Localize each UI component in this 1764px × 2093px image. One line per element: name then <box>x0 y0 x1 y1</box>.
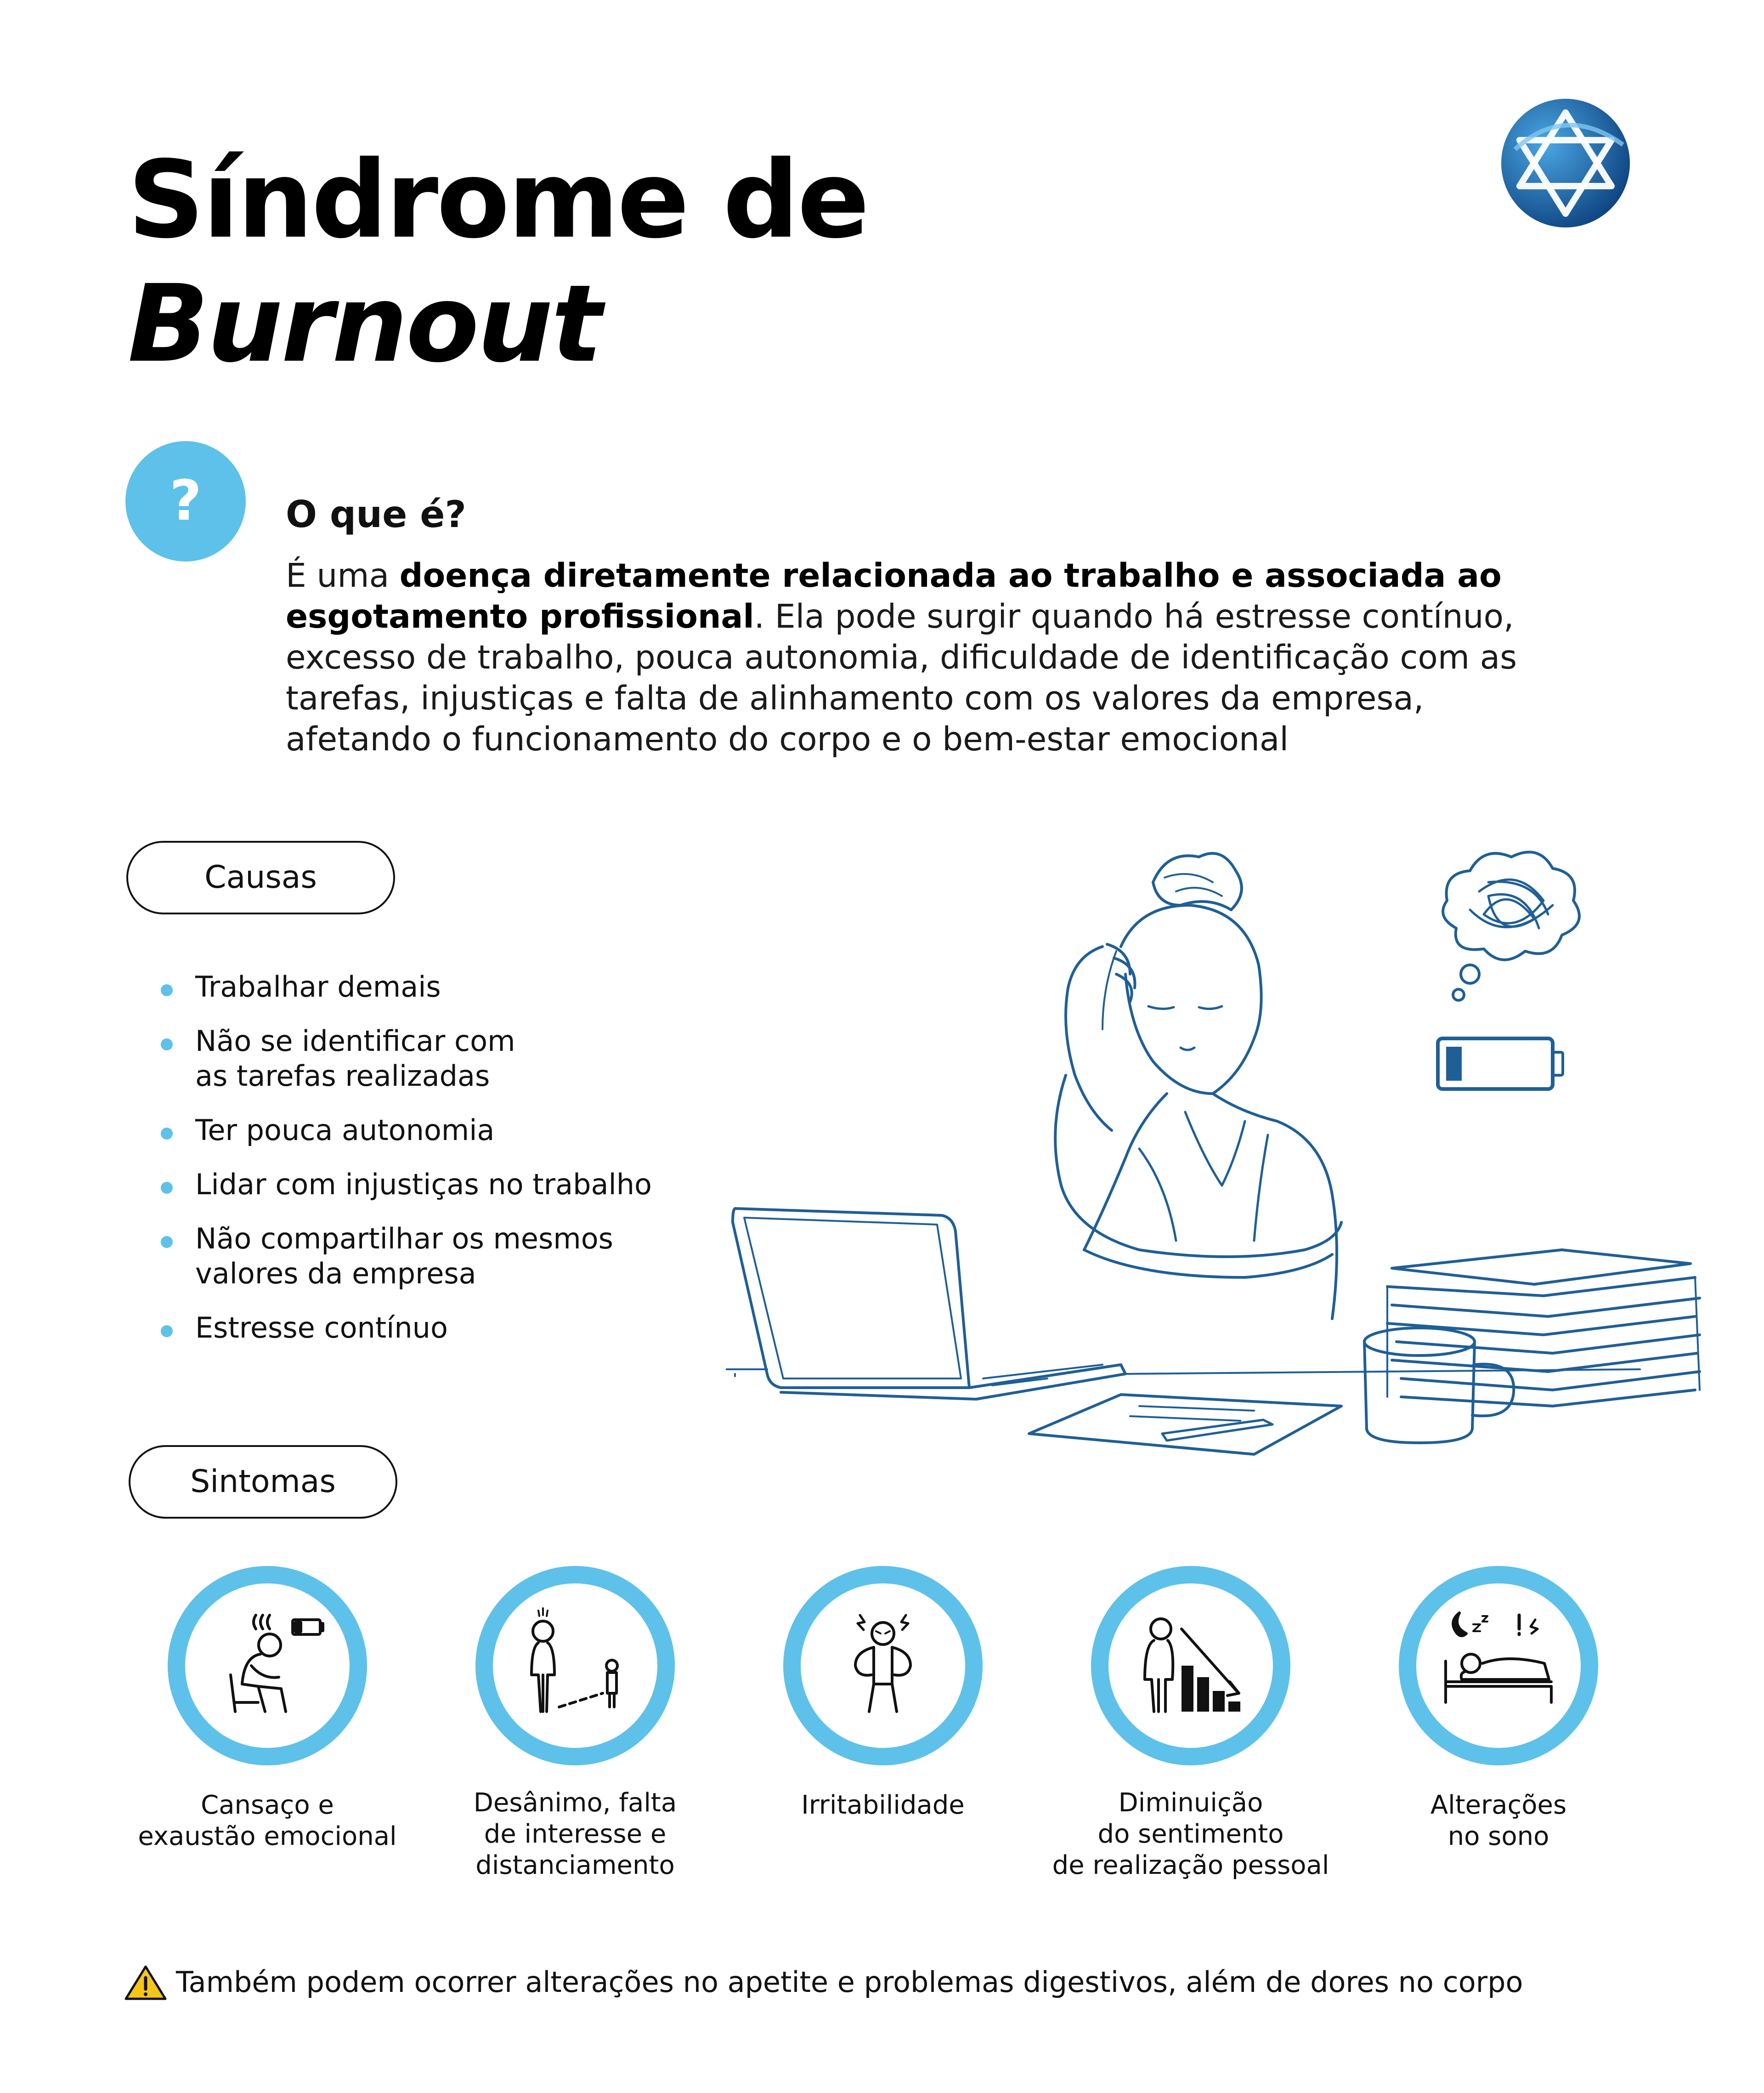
cause-item: Não compartilhar os mesmos valores da empresa <box>161 1221 652 1291</box>
cause-item: Trabalhar demais <box>161 970 652 1004</box>
discouraged-person-icon <box>474 1565 676 1767</box>
symptom-2-circle <box>474 1565 676 1767</box>
what-is-rest: . Ela pode surgir quando há estresse contínuo, excesso de trabalho, pouca autonomia, dificuldade de identificação com as tarefas, injustiças e falta de alinhamento com os valores da empresa, afetando o funcionamento do corpo e o bem-estar emocional <box>286 597 1517 758</box>
causes-list <box>161 970 652 1345</box>
symptom-5-label: Alterações no sono <box>1430 1790 1567 1851</box>
low-battery-icon <box>1438 1038 1563 1089</box>
cause-item: Ter pouca autonomia <box>161 1113 652 1148</box>
cause-item: Estresse contínuo <box>161 1310 652 1345</box>
sleeping-person-icon <box>1397 1565 1600 1767</box>
star-logo-icon <box>1497 94 1634 232</box>
tangled-thought-icon <box>1443 852 1579 1000</box>
symptom-2-label: Desânimo, falta de interesse e distanciamento <box>473 1788 677 1880</box>
causes-label: Causas <box>126 841 395 914</box>
cause-item: Lidar com injustiças no trabalho <box>161 1167 652 1202</box>
what-is-title: O que é? <box>286 493 466 536</box>
symptom-3-circle <box>782 1565 984 1767</box>
title-line-1: Síndrome de <box>128 138 868 262</box>
laptop-illustration <box>733 1208 1125 1399</box>
what-is-intro: É uma <box>286 556 400 595</box>
page-title <box>128 138 868 386</box>
brand-logo <box>1497 94 1634 232</box>
irritated-person-icon <box>782 1565 984 1767</box>
what-is-highlight: doença diretamente relacionada ao trabalho e associada ao esgotamento profissional <box>286 556 1502 635</box>
symptom-4-label: Diminuição do sentimento de realização pessoal <box>1052 1788 1329 1880</box>
symptom-3-label: Irritabilidade <box>801 1790 965 1820</box>
symptom-1-circle <box>166 1565 368 1767</box>
warning-icon <box>124 1964 168 2001</box>
what-is-description <box>286 555 1554 760</box>
symptom-1-label: Cansaço e exaustão emocional <box>138 1790 397 1851</box>
cause-item: Não se identificar com as tarefas realizadas <box>161 1024 652 1094</box>
stressed-worker-illustration <box>726 836 1709 1480</box>
title-line-2: Burnout <box>128 262 601 386</box>
symptoms-label: Sintomas <box>129 1445 397 1519</box>
paper-and-pen-illustration <box>1029 1395 1341 1454</box>
exhausted-person-icon <box>166 1565 368 1767</box>
footer-note <box>124 1962 1686 2001</box>
symptom-5-circle <box>1397 1565 1600 1767</box>
declining-chart-person-icon <box>1090 1565 1292 1767</box>
symptom-4-circle <box>1090 1565 1292 1767</box>
question-icon: ? <box>125 441 246 562</box>
footer-text: Também podem ocorrer alterações no apetite e problemas digestivos, além de dores no corpo <box>176 1965 1523 1999</box>
